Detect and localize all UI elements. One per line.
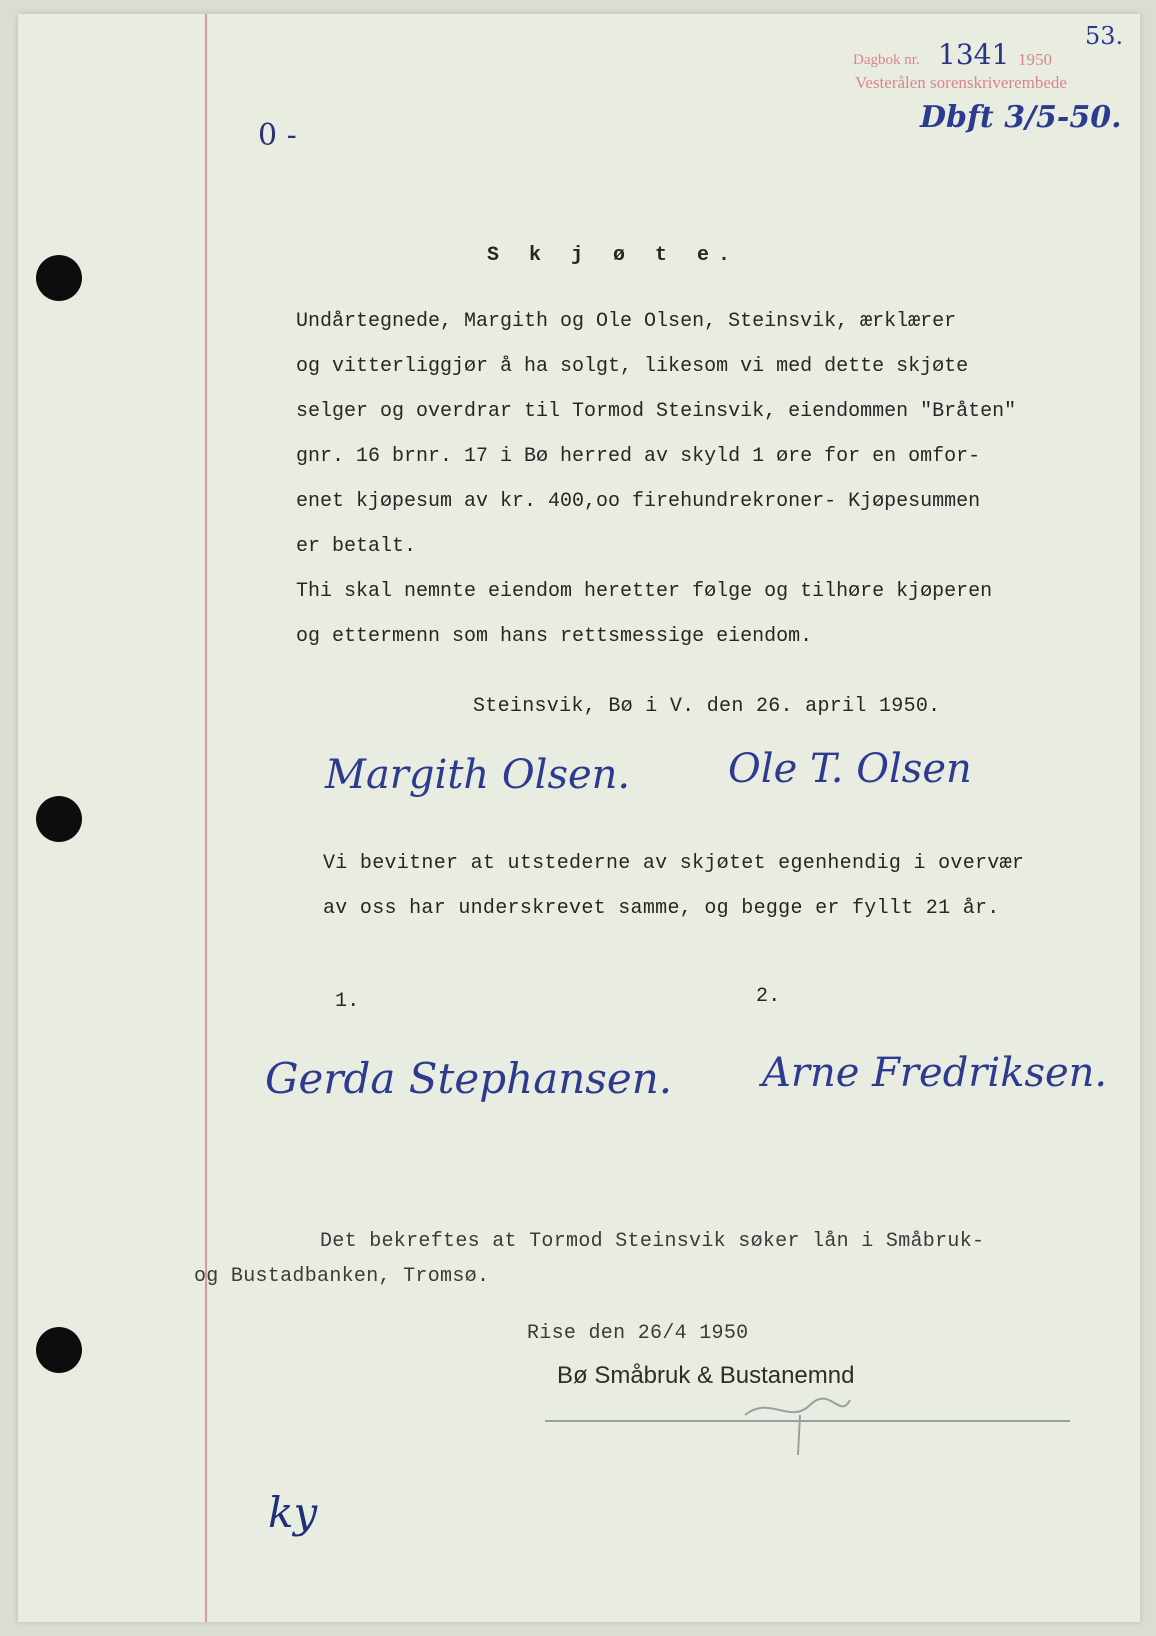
corner-mark: 0 - [258, 118, 297, 153]
body-line: Undårtegnede, Margith og Ole Olsen, Steinsvik, ærklærer [296, 310, 957, 333]
signature-gerda: Gerda Stephansen. [265, 1054, 673, 1103]
signature-margith: Margith Olsen. [325, 752, 631, 798]
office-name: Vesterålen sorenskriverembede [855, 73, 1067, 92]
dagbok-prefix: Dagbok nr. [853, 52, 920, 68]
signature-arne: Arne Fredriksen. [762, 1050, 1108, 1096]
confirmation-line: og Bustadbanken, Tromsø. [194, 1265, 490, 1288]
body-line: og ettermenn som hans rettsmessige eiendom. [296, 625, 813, 648]
body-line: er betalt. [296, 535, 417, 558]
body-line: og vitterliggjør å ha solgt, likesom vi med dette skjøte [296, 355, 969, 378]
body-line: Thi skal nemnte eiendom heretter følge og tilhøre kjøperen [296, 580, 993, 603]
dagbok-year: 1950 [1018, 50, 1052, 69]
body-line: enet kjøpesum av kr. 400,oo firehundrekroner- Kjøpesummen [296, 490, 981, 513]
dagbok-stamp [853, 52, 920, 69]
witness-line: av oss har underskrevet samme, og begge er fyllt 21 år. [323, 897, 1000, 920]
witness-label-1: 1. [335, 990, 360, 1013]
confirmation-place-date: Rise den 26/4 1950 [527, 1322, 749, 1345]
margin-line [205, 14, 207, 1622]
document-title: S k j ø t e. [487, 244, 740, 267]
page-number: 53. [1085, 22, 1124, 50]
confirmation-line: Det bekreftes at Tormod Steinsvik søker lån i Småbruk- [320, 1230, 985, 1253]
official-stamp: Bø Småbruk & Bustanemnd [557, 1362, 855, 1389]
stamp-signature-scribble [740, 1385, 860, 1460]
handwritten-date: Dbft 3/5-50. [920, 100, 1122, 135]
punch-hole [36, 255, 82, 301]
body-line: selger og overdrar til Tormod Steinsvik, eiendommen "Bråten" [296, 400, 1017, 423]
deed-body [296, 310, 1016, 670]
witness-label-2: 2. [756, 985, 781, 1008]
punch-hole [36, 1327, 82, 1373]
place-date: Steinsvik, Bø i V. den 26. april 1950. [473, 695, 941, 718]
signature-ole: Ole T. Olsen [728, 746, 972, 792]
dagbok-number: 1341 [938, 38, 1010, 71]
initials: ky [268, 1488, 318, 1537]
punch-hole [36, 796, 82, 842]
body-line: gnr. 16 brnr. 17 i Bø herred av skyld 1 øre for en omfor- [296, 445, 981, 468]
witness-line: Vi bevitner at utstederne av skjøtet egenhendig i overvær [323, 852, 1025, 875]
